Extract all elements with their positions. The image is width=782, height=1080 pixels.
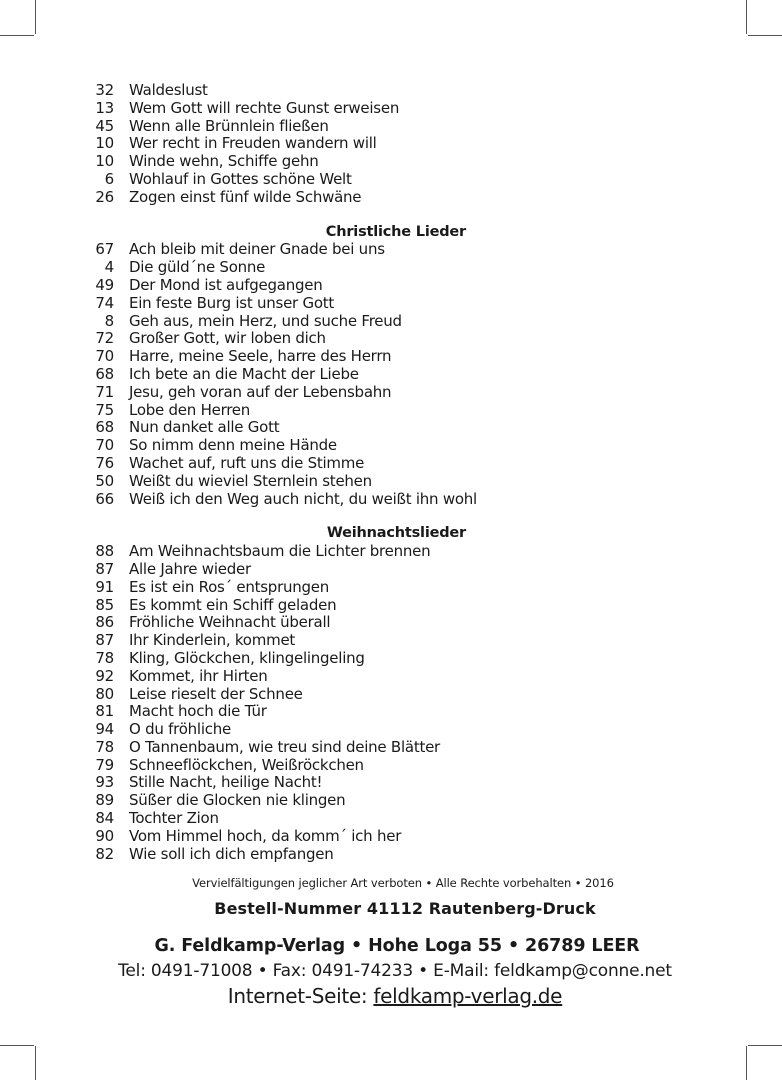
- song-number: 87: [95, 631, 114, 650]
- list-item: [0, 277, 782, 295]
- order-number: Bestell-Nummer 41112 Rautenberg-Druck: [214, 899, 596, 918]
- list-item: [0, 171, 782, 189]
- song-title: Ein feste Burg ist unser Gott: [129, 293, 335, 312]
- song-number: 6: [104, 169, 114, 188]
- list-item: [0, 828, 782, 846]
- song-number: 10: [95, 152, 114, 171]
- song-number: 80: [95, 684, 114, 703]
- song-number: 72: [95, 329, 114, 348]
- section-heading: Weihnachtslieder: [326, 525, 466, 542]
- list-item: [0, 348, 782, 366]
- song-number: 78: [95, 648, 114, 667]
- list-item: [0, 543, 782, 561]
- song-number: 68: [95, 364, 114, 383]
- copyright-notice: Vervielfältigungen jeglicher Art verboten • Alle Rechte vorbehalten • 2016: [192, 876, 614, 890]
- list-item: [0, 650, 782, 668]
- song-number: 8: [104, 311, 114, 330]
- crop-mark: [748, 35, 782, 36]
- song-title: Lobe den Herren: [129, 400, 251, 419]
- section-gap: [0, 207, 782, 224]
- song-number: 89: [95, 791, 114, 810]
- song-title: Ach bleib mit deiner Gnade bei uns: [129, 240, 385, 259]
- song-number: 49: [95, 275, 114, 294]
- song-title: Am Weihnachtsbaum die Lichter brennen: [129, 542, 431, 561]
- list-item: [0, 810, 782, 828]
- list-item: [0, 739, 782, 757]
- song-title: Harre, meine Seele, harre des Herrn: [129, 347, 392, 366]
- list-item: [0, 153, 782, 171]
- song-title: Wachet auf, ruft uns die Stimme: [129, 453, 365, 472]
- list-item: [0, 241, 782, 259]
- list-item: [0, 846, 782, 864]
- list-item: [0, 455, 782, 473]
- list-item: [0, 491, 782, 509]
- song-number: 88: [95, 542, 114, 561]
- song-number: 26: [95, 187, 114, 206]
- song-title: Macht hoch die Tür: [129, 702, 267, 721]
- list-item: [0, 100, 782, 118]
- section-gap: [0, 508, 782, 525]
- list-item: [0, 614, 782, 632]
- crop-mark: [0, 35, 34, 36]
- list-item: [0, 774, 782, 792]
- song-number: 67: [95, 240, 114, 259]
- song-number: 81: [95, 702, 114, 721]
- song-number: 32: [95, 81, 114, 99]
- crop-mark: [35, 1046, 36, 1080]
- list-item: [0, 686, 782, 704]
- song-number: 13: [95, 98, 114, 117]
- song-number: 50: [95, 471, 114, 490]
- song-number: 82: [95, 844, 114, 863]
- crop-mark: [748, 1045, 782, 1046]
- list-item: [0, 82, 782, 100]
- contact-info: Tel: 0491-71008 • Fax: 0491-74233 • E-Mail: feldkamp@conne.net: [118, 961, 672, 981]
- song-title: Wenn alle Brünnlein fließen: [129, 116, 329, 135]
- list-item: [0, 579, 782, 597]
- list-item: [0, 473, 782, 491]
- crop-mark: [0, 1045, 34, 1046]
- song-number: 90: [95, 826, 114, 845]
- song-number: 66: [95, 489, 114, 508]
- song-title: Wem Gott will rechte Gunst erweisen: [129, 98, 400, 117]
- song-title: Die güld´ne Sonne: [129, 258, 266, 277]
- list-item: [0, 721, 782, 739]
- list-item: [0, 313, 782, 331]
- list-item: [0, 632, 782, 650]
- list-item: [0, 597, 782, 615]
- list-item: [0, 757, 782, 775]
- song-title: O Tannenbaum, wie treu sind deine Blätter: [129, 737, 440, 756]
- song-title: Vom Himmel hoch, da komm´ ich her: [129, 826, 402, 845]
- song-number: 94: [95, 720, 114, 739]
- song-number: 10: [95, 134, 114, 153]
- list-item: [0, 437, 782, 455]
- section-heading: Christliche Lieder: [325, 223, 466, 240]
- song-title: Zogen einst fünf wilde Schwäne: [129, 187, 362, 206]
- song-title: O du fröhliche: [129, 720, 231, 739]
- song-number: 78: [95, 737, 114, 756]
- song-title: Kommet, ihr Hirten: [129, 666, 268, 685]
- list-item: [0, 703, 782, 721]
- website-link[interactable]: feldkamp-verlag.de: [373, 984, 563, 1008]
- song-number: 70: [95, 436, 114, 455]
- list-item: [0, 259, 782, 277]
- song-title: Fröhliche Weihnacht überall: [129, 613, 331, 632]
- song-title: Es ist ein Ros´ entsprungen: [129, 577, 330, 596]
- crop-mark: [746, 0, 747, 34]
- publisher-address: G. Feldkamp-Verlag • Hohe Loga 55 • 26789 LEER: [154, 936, 640, 956]
- list-item: [0, 135, 782, 153]
- song-number: 76: [95, 453, 114, 472]
- song-title: Geh aus, mein Herz, und suche Freud: [129, 311, 402, 330]
- song-title: Es kommt ein Schiff geladen: [129, 595, 337, 614]
- song-number: 70: [95, 347, 114, 366]
- website-line: [4, 984, 782, 1008]
- list-item: [0, 189, 782, 207]
- song-title: Wer recht in Freuden wandern will: [129, 134, 377, 153]
- song-title: Kling, Glöckchen, klingelingeling: [129, 648, 365, 667]
- list-item: [0, 668, 782, 686]
- song-title: Jesu, geh voran auf der Lebensbahn: [129, 382, 392, 401]
- song-number: 79: [95, 755, 114, 774]
- website-label: Internet-Seite:: [227, 984, 374, 1008]
- song-title: Stille Nacht, heilige Nacht!: [129, 773, 323, 792]
- list-item: [0, 330, 782, 348]
- list-item: [0, 402, 782, 420]
- song-title: Großer Gott, wir loben dich: [129, 329, 326, 348]
- song-number: 71: [95, 382, 114, 401]
- song-number: 45: [95, 116, 114, 135]
- song-title: Der Mond ist aufgegangen: [129, 275, 323, 294]
- song-title: Alle Jahre wieder: [129, 559, 251, 578]
- song-number: 93: [95, 773, 114, 792]
- list-item: [0, 419, 782, 437]
- song-title: Wie soll ich dich empfangen: [129, 844, 334, 863]
- song-number: 68: [95, 418, 114, 437]
- song-number: 86: [95, 613, 114, 632]
- song-title: Weißt du wieviel Sternlein stehen: [129, 471, 372, 490]
- song-title: Weiß ich den Weg auch nicht, du weißt ihn wohl: [129, 489, 477, 508]
- song-title: Ihr Kinderlein, kommet: [129, 631, 296, 650]
- list-item: [0, 295, 782, 313]
- list-item: [0, 384, 782, 402]
- list-item: [0, 118, 782, 136]
- list-item: [0, 366, 782, 384]
- song-title: Waldeslust: [129, 81, 208, 99]
- song-index: [0, 82, 782, 863]
- song-number: 4: [104, 258, 114, 277]
- song-title: Nun danket alle Gott: [129, 418, 280, 437]
- song-number: 92: [95, 666, 114, 685]
- song-number: 87: [95, 559, 114, 578]
- song-number: 91: [95, 577, 114, 596]
- song-number: 84: [95, 809, 114, 828]
- song-number: 75: [95, 400, 114, 419]
- song-title: Wohlauf in Gottes schöne Welt: [129, 169, 352, 188]
- song-title: Ich bete an die Macht der Liebe: [129, 364, 359, 383]
- song-title: Winde wehn, Schiffe gehn: [129, 152, 319, 171]
- song-number: 85: [95, 595, 114, 614]
- song-title: Schneeflöckchen, Weißröckchen: [129, 755, 364, 774]
- list-item: [0, 792, 782, 810]
- crop-mark: [35, 0, 36, 34]
- song-title: Süßer die Glocken nie klingen: [129, 791, 346, 810]
- song-title: Leise rieselt der Schnee: [129, 684, 303, 703]
- crop-mark: [746, 1046, 747, 1080]
- song-title: Tochter Zion: [129, 809, 219, 828]
- song-number: 74: [95, 293, 114, 312]
- song-title: So nimm denn meine Hände: [129, 436, 337, 455]
- list-item: [0, 561, 782, 579]
